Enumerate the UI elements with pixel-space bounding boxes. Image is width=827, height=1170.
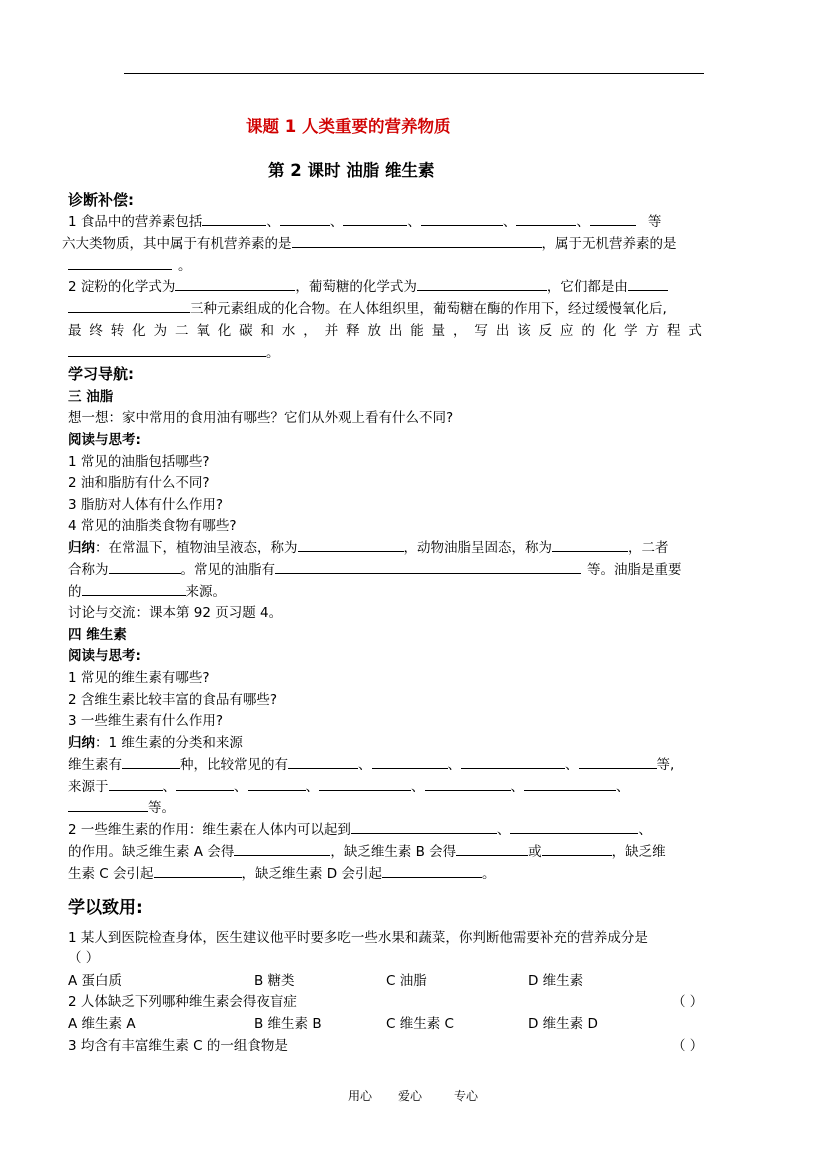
oil-question-4: 4 常见的油脂类食物有哪些? — [68, 518, 237, 534]
blank — [109, 560, 181, 574]
blank — [176, 777, 234, 791]
blank — [425, 777, 511, 791]
vit-question-2: 2 含维生素比较丰富的食品有哪些? — [68, 692, 278, 708]
justified-char: 该 — [517, 323, 531, 339]
blank — [524, 777, 616, 791]
blank — [234, 842, 330, 856]
blank — [351, 820, 497, 834]
page-title: 课题 1 人类重要的营养物质 — [246, 117, 451, 136]
oil-summary-line1: 归纳：在常温下，植物油呈液态，称为 ，动物油脂呈固态，称为 ，二者 — [68, 540, 669, 556]
apply-q1-option-d: D 维生素 — [528, 973, 584, 989]
blank — [579, 755, 657, 769]
diag-q2-line1: 2 淀粉的化学式为 ，葡萄糖的化学式为 ，它们都是由 — [68, 275, 668, 295]
blank — [417, 277, 547, 291]
diagnosis-heading: 诊断补偿: — [68, 191, 134, 209]
vit-question-3: 3 一些维生素有什么作用? — [68, 713, 224, 729]
oil-summary-line3: 的 来源。 — [68, 584, 226, 600]
justified-char: 并 — [324, 323, 339, 339]
apply-q3: 3 均含有丰富维生素 C 的一组食物是 — [68, 1038, 288, 1054]
justified-char: 出 — [495, 323, 510, 339]
vit-sources-line: 来源于 、 、 、 、 、 、 — [68, 779, 630, 795]
vit-question-1: 1 常见的维生素有哪些? — [68, 670, 210, 686]
apply-q1-option-a: A 蛋白质 — [68, 973, 123, 989]
justified-char: 程 — [666, 323, 681, 339]
guide-heading: 学习导航: — [68, 365, 134, 383]
vit-effects-line3: 生素 C 会引起 ，缺乏维生素 D 会引起 。 — [68, 866, 496, 882]
oil-question-1: 1 常见的油脂包括哪些? — [68, 454, 210, 470]
blank — [319, 777, 411, 791]
blank — [275, 560, 581, 574]
diag-q1-line3: 。 — [68, 254, 192, 274]
blank — [552, 538, 628, 552]
blank — [109, 777, 163, 791]
justified-char: 量 — [431, 323, 446, 339]
justified-char: 写 — [474, 323, 488, 339]
justified-char: 终 — [89, 323, 103, 339]
oil-question-2: 2 油和脂肪有什么不同? — [68, 475, 210, 491]
oil-summary-line2: 合称为 。常见的油脂有 等。油脂是重要 — [68, 562, 682, 578]
justified-char: 学 — [624, 323, 638, 339]
justified-char: 的 — [581, 323, 595, 339]
read-think-heading: 阅读与思考: — [68, 432, 141, 448]
blank — [382, 864, 482, 878]
blank — [122, 755, 180, 769]
think-prompt: 想一想：家中常用的食用油有哪些？它们从外观上看有什么不同? — [68, 410, 454, 426]
blank — [202, 212, 266, 226]
apply-q1-option-b: B 糖类 — [254, 973, 295, 989]
blank — [288, 755, 358, 769]
justified-char: 转 — [110, 323, 125, 339]
blank — [68, 299, 190, 313]
apply-q2-answer-paren: （ ） — [672, 994, 704, 1010]
blank — [421, 212, 503, 226]
discussion-note: 讨论与交流：课本第 92 页习题 4。 — [68, 605, 283, 621]
justified-char: 碳 — [239, 323, 253, 339]
apply-q3-answer-paren: （ ） — [672, 1038, 704, 1054]
apply-q2-option-d: D 维生素 D — [528, 1016, 598, 1032]
apply-q2-option-c: C 维生素 C — [386, 1016, 454, 1032]
vit-kinds-line: 维生素有 种，比较常见的有 、 、 、 等, — [68, 757, 675, 773]
vit-effects-line1: 2 一些维生素的作用：维生素在人体内可以起到 、 、 — [68, 822, 652, 838]
section-oils: 三 油脂 — [68, 389, 114, 405]
blank — [298, 538, 404, 552]
justified-char: 式 — [688, 323, 702, 339]
blank — [628, 277, 668, 291]
read-think-heading-2: 阅读与思考: — [68, 648, 141, 664]
justified-char: 二 — [174, 323, 189, 339]
blank — [510, 820, 638, 834]
vit-effects-line2: 的作用。缺乏维生素 A 会得 ，缺乏维生素 B 会得 或 ，缺乏维 — [68, 844, 666, 860]
apply-q1-answer-paren: （ ） — [68, 950, 100, 966]
justified-char: 能 — [410, 323, 424, 339]
blank — [590, 212, 636, 226]
blank — [372, 755, 448, 769]
justified-char: 应 — [559, 323, 574, 339]
footer-text-1: 用心 — [348, 1089, 373, 1103]
blank — [280, 212, 330, 226]
blank — [68, 256, 172, 270]
footer-text-2: 爱心 — [398, 1089, 423, 1103]
vit-sources-end: 等。 — [68, 796, 175, 816]
blank — [456, 842, 528, 856]
text: 1 食品中的营养素包括 — [68, 214, 203, 230]
apply-q2-option-b: B 维生素 B — [254, 1016, 322, 1032]
vit-summary-heading: 归纳：1 维生素的分类和来源 — [68, 735, 243, 751]
apply-q2: 2 人体缺乏下列哪种维生素会得夜盲症 — [68, 994, 297, 1010]
blank — [68, 343, 266, 357]
diag-q2-line4: 。 — [68, 341, 280, 361]
header-rule — [124, 73, 704, 74]
justified-char: 放 — [367, 323, 381, 339]
justified-char: 水 — [281, 323, 296, 339]
blank — [516, 212, 576, 226]
blank — [68, 798, 148, 812]
lesson-subtitle: 第 2 课时 油脂 维生素 — [268, 161, 435, 180]
blank — [343, 212, 407, 226]
justified-char: 化 — [217, 323, 232, 339]
justified-char: 反 — [538, 323, 553, 339]
blank — [542, 842, 612, 856]
justified-char: 最 — [68, 323, 82, 339]
section-vitamins: 四 维生素 — [68, 627, 127, 643]
justified-char: 化 — [132, 323, 146, 339]
diag-q2-line2: 三种元素组成的化合物。在人体组织里，葡萄糖在酶的作用下，经过缓慢氧化后, — [68, 297, 667, 317]
justified-char: 释 — [346, 323, 360, 339]
blank — [175, 277, 295, 291]
justified-char: 出 — [388, 323, 403, 339]
justified-char: ， — [303, 323, 317, 339]
apply-heading: 学以致用: — [68, 898, 143, 918]
diag-q1-line2: 六大类物质，其中属于有机营养素的是 ，属于无机营养素的是 — [62, 236, 677, 252]
apply-q2-option-a: A 维生素 A — [68, 1016, 136, 1032]
oil-question-3: 3 脂肪对人体有什么作用? — [68, 497, 224, 513]
blank — [292, 234, 542, 248]
justified-char: 化 — [602, 323, 617, 339]
blank — [82, 582, 186, 596]
diag-q1-line1: 1 食品中的营养素包括 、 、 、 、 、 等 — [68, 214, 662, 230]
justified-char: 为 — [153, 323, 168, 339]
justified-char: 方 — [645, 323, 660, 339]
blank — [461, 755, 565, 769]
justified-char: ， — [453, 323, 467, 339]
diag-q2-line3 — [68, 319, 702, 339]
blank — [248, 777, 306, 791]
apply-q1: 1 某人到医院检查身体，医生建议他平时要多吃一些水果和蔬菜，你判断他需要补充的营养成分是 — [68, 930, 648, 946]
apply-q1-option-c: C 油脂 — [386, 973, 427, 989]
footer-text-3: 专心 — [454, 1089, 479, 1103]
justified-char: 氧 — [196, 323, 210, 339]
justified-char: 和 — [260, 323, 275, 339]
blank — [154, 864, 242, 878]
